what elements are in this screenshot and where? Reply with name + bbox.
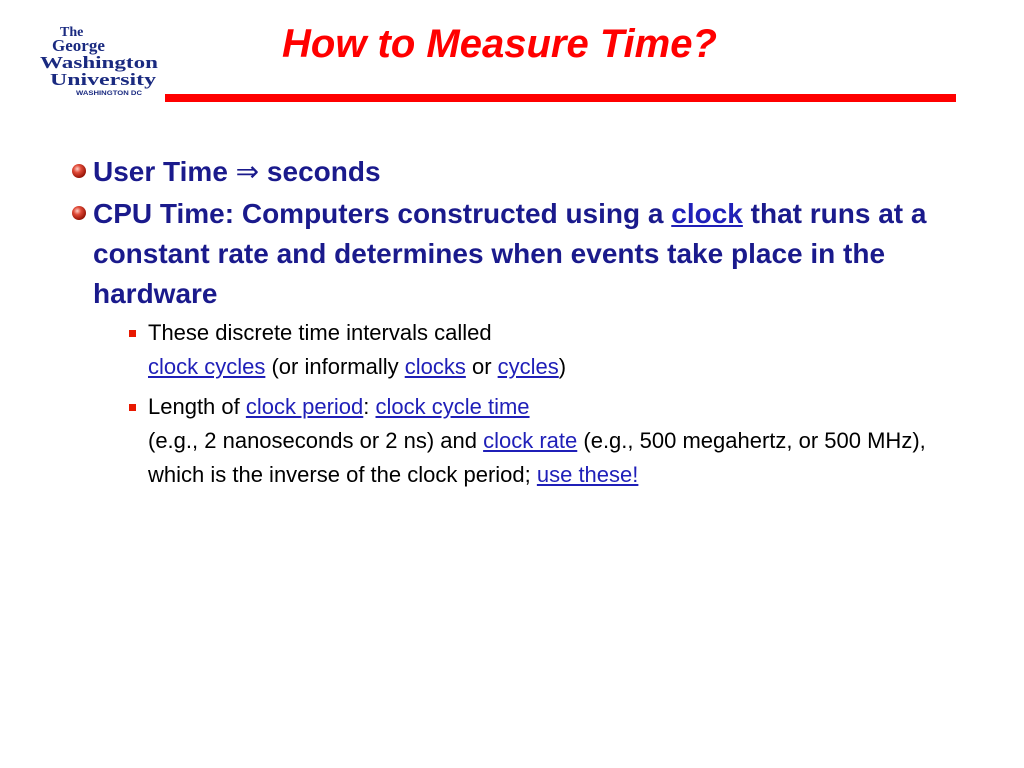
bullet-text-a: CPU Time: Computers constructed using a xyxy=(93,198,672,229)
university-logo xyxy=(38,22,166,102)
logo-line-2: George xyxy=(52,36,105,55)
sub-bullet-clock-period xyxy=(72,390,952,492)
bullet-text-a: User Time xyxy=(93,156,228,187)
link-clock-cycles[interactable]: clock cycles xyxy=(148,354,266,379)
logo-line-4: University xyxy=(50,70,157,89)
implies-arrow: ⇒ xyxy=(235,156,260,187)
sub-text-4: (e.g., 500 megahertz, or 500 MHz), which is the inverse of the clock period; xyxy=(148,428,926,487)
logo-line-3: Washington xyxy=(40,53,159,72)
logo-line-1: The xyxy=(60,25,84,40)
bullet-text-b: seconds xyxy=(266,156,381,187)
link-use-these[interactable]: use these! xyxy=(536,462,639,487)
link-cycles[interactable]: cycles xyxy=(497,354,559,379)
sub-text-1: These discrete time intervals called xyxy=(148,320,492,345)
bullet-user-time xyxy=(72,152,952,192)
logo-graphic xyxy=(38,22,166,102)
sub-text-4: ) xyxy=(558,354,567,379)
sub-text-1: Length of xyxy=(148,394,246,419)
red-square-icon xyxy=(129,404,136,411)
red-ball-icon xyxy=(72,164,86,178)
link-clock-period[interactable]: clock period xyxy=(245,394,364,419)
bullet-cpu-time xyxy=(72,194,952,314)
sub-bullet-clock-cycles xyxy=(72,316,952,384)
slide-title: How to Measure Time? xyxy=(282,22,717,66)
bullet-text-b: that runs at a constant rate and determines when events take place in the hardware xyxy=(93,198,927,309)
title-underline-rule xyxy=(165,94,956,102)
link-clock-rate[interactable]: clock rate xyxy=(483,428,578,453)
slide-content xyxy=(72,152,952,498)
sub-text-2: : xyxy=(363,394,376,419)
red-square-icon xyxy=(129,330,136,337)
red-ball-icon xyxy=(72,206,86,220)
link-clock-cycle-time[interactable]: clock cycle time xyxy=(375,394,530,419)
sub-text-2: (or informally xyxy=(265,354,405,379)
sub-text-3: or xyxy=(465,354,498,379)
link-clock[interactable]: clock xyxy=(671,198,743,229)
link-clocks[interactable]: clocks xyxy=(404,354,466,379)
sub-text-3: (e.g., 2 nanoseconds or 2 ns) and xyxy=(148,428,484,453)
logo-line-5: WASHINGTON DC xyxy=(76,91,143,97)
